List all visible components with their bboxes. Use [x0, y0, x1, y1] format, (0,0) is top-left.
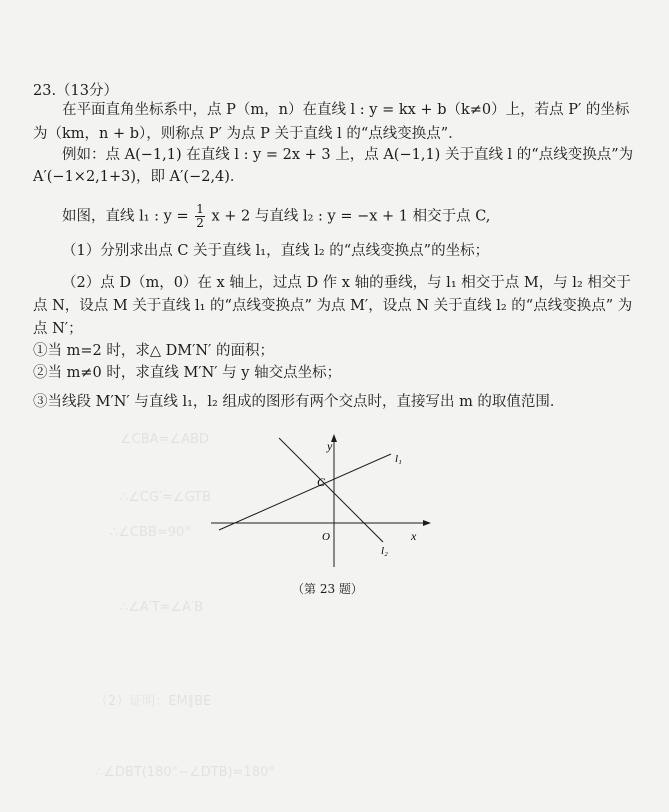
- question-2-line-1: （2）点 D（m，0）在 x 轴上，过点 D 作 x 轴的垂线，与 l₁ 相交于点 M，与 l₂ 相交于: [62, 275, 631, 291]
- y-axis-label: y: [327, 439, 333, 453]
- problem-number: 23.（13分）: [33, 83, 119, 99]
- bleed-through-text: ∠CBA=∠ABD: [120, 432, 209, 447]
- question-2-line-2: 点 N，设点 M 关于直线 l₁ 的“点线变换点” 为点 M′，设点 N 关于直线 l₂ 的“点线变换点” 为: [33, 298, 633, 314]
- l1-label: l₁: [395, 453, 402, 465]
- intro-line-1: 在平面直角坐标系中，点 P（m，n）在直线 l : y = kx + b（k≠0）上，若点 P′ 的坐标: [62, 102, 630, 118]
- question-2-line-3: 点 N′；: [33, 321, 83, 337]
- fraction-denominator: 2: [196, 216, 204, 230]
- figure-caption: （第 23 题）: [292, 582, 363, 596]
- point-c-label: C: [317, 475, 326, 489]
- intro-line-2: 为（km，n + b），则称点 P′ 为点 P 关于直线 l 的“点线变换点”．: [33, 126, 463, 142]
- sub-question-2: ②当 m≠0 时，求直线 M′N′ 与 y 轴交点坐标；: [33, 365, 342, 381]
- sub-question-1: ①当 m=2 时，求△ DM′N′ 的面积；: [33, 343, 274, 359]
- fraction-numerator: 1: [196, 202, 204, 216]
- question-1: （1）分别求出点 C 关于直线 l₁，直线 l₂ 的“点线变换点”的坐标；: [62, 243, 490, 259]
- bleed-through-text: ∴∠A′T=∠A′B: [120, 600, 204, 615]
- figure-intro-line: [62, 203, 490, 230]
- origin-label: O: [322, 531, 330, 543]
- figure-intro-suffix: x + 2 与直线 l₂ : y = −x + 1 相交于点 C,: [211, 208, 491, 225]
- x-axis-label: x: [411, 529, 417, 543]
- bleed-through-text: ∴∠CBB=90°: [110, 525, 191, 540]
- line-l2: [279, 438, 383, 542]
- l2-label: l₂: [381, 545, 388, 557]
- example-line-2: A′(−1×2,1+3)，即 A′(−2,4)．: [33, 169, 245, 185]
- bleed-through-text: ∴∠DBT(180°−∠DTB)=180°: [95, 765, 275, 780]
- x-axis-arrow: [423, 520, 431, 526]
- example-line-1: 例如：点 A(−1,1) 在直线 l : y = 2x + 3 上，点 A(−1,1) 关于直线 l 的“点线变换点”为: [62, 147, 634, 163]
- figure-intro-prefix: 如图，直线 l₁ : y =: [62, 208, 189, 225]
- fraction: [195, 203, 205, 230]
- coordinate-figure: [205, 430, 445, 570]
- sub-question-3: ③当线段 M′N′ 与直线 l₁，l₂ 组成的图形有两个交点时，直接写出 m 的取值范围．: [33, 394, 565, 410]
- line-l1: [219, 454, 391, 530]
- bleed-through-text: ∴∠CG′=∠GTB: [120, 490, 212, 505]
- bleed-through-text: （2）证明：EM∥BE: [95, 694, 212, 709]
